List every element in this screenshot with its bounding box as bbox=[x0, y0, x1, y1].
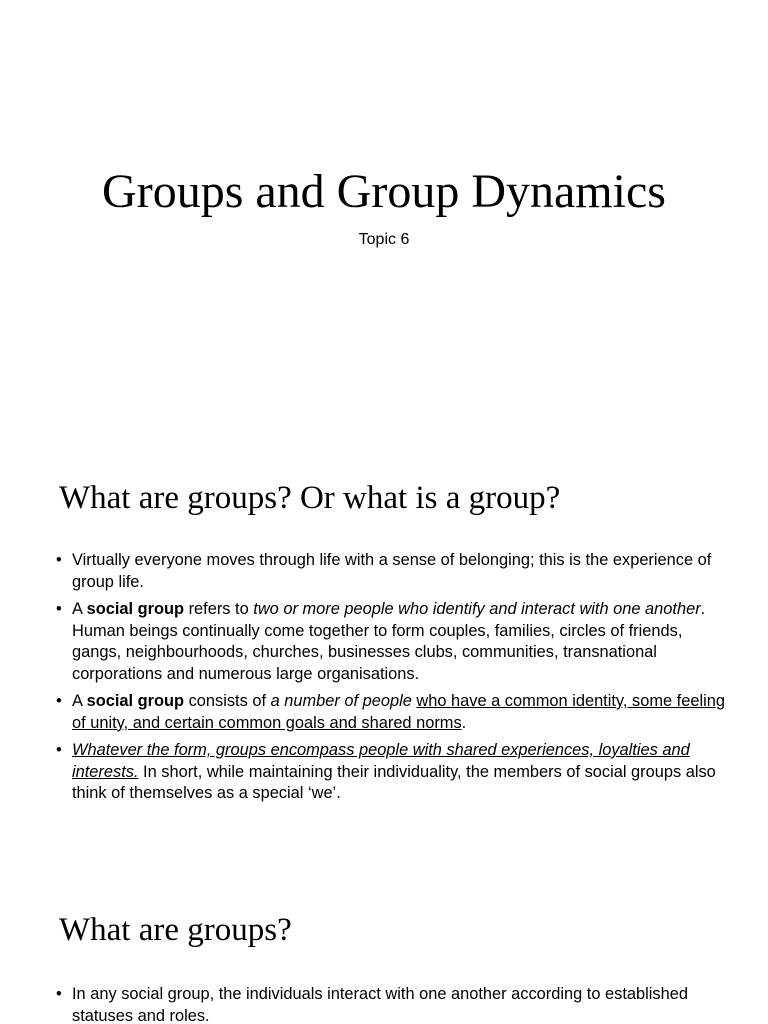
slide-heading: What are groups? Or what is a group? bbox=[59, 480, 561, 516]
bold-term: social group bbox=[86, 692, 185, 710]
bullet-text-part: consists of bbox=[184, 692, 271, 710]
bullet-item bbox=[56, 984, 736, 1024]
italic-underlined-phrase: Whatever the form, groups encompass people with shared experiences, loyalties and interests. bbox=[72, 741, 690, 781]
bullet-icon: • bbox=[56, 692, 62, 710]
bullet-text-part: A bbox=[72, 600, 87, 618]
slide-heading: What are groups? bbox=[59, 912, 292, 948]
italic-definition: two or more people who identify and interact with one another bbox=[253, 600, 701, 618]
bullet-text: Virtually everyone moves through life with a sense of belonging; this is the experience of group life. bbox=[72, 551, 712, 591]
slide-subtitle: Topic 6 bbox=[358, 231, 410, 248]
bullet-text-part: . bbox=[461, 713, 467, 732]
slide-title: Groups and Group Dynamics bbox=[102, 165, 666, 218]
bullet-icon: • bbox=[56, 985, 62, 1003]
bullet-item bbox=[56, 740, 736, 805]
bullet-text-part: refers to bbox=[184, 600, 254, 618]
bullet-text-part: A bbox=[72, 692, 87, 710]
groups-slide bbox=[0, 870, 768, 1024]
bullet-icon: • bbox=[56, 600, 62, 618]
bullet-list bbox=[56, 550, 736, 811]
bullet-icon: • bbox=[56, 741, 62, 759]
bullet-text-part: In short, while maintaining their individuality, the members of social groups also think of themselves as a special ‘we’. bbox=[72, 762, 716, 802]
bullet-item bbox=[56, 550, 736, 593]
bullet-item bbox=[56, 691, 736, 734]
title-slide bbox=[0, 0, 768, 450]
underlined-phrase: who have a common identity, some feeling of unity, and certain common goals and shared norms bbox=[72, 692, 725, 732]
bullet-text-part: . Human beings continually come together to form couples, families, circles of friends, gangs, neighbourhoods, churches, businesses clubs, communities, transnational corporations and numerous large organisations. bbox=[72, 600, 706, 683]
bullet-text: In any social group, the individuals interact with one another according to established statuses and roles. bbox=[72, 985, 688, 1024]
bullet-item bbox=[56, 599, 736, 685]
italic-phrase: a number of people bbox=[270, 692, 412, 710]
bullet-icon: • bbox=[56, 551, 62, 569]
bold-term: social group bbox=[86, 600, 185, 618]
bullet-list bbox=[56, 984, 736, 1024]
definition-slide bbox=[0, 450, 768, 870]
